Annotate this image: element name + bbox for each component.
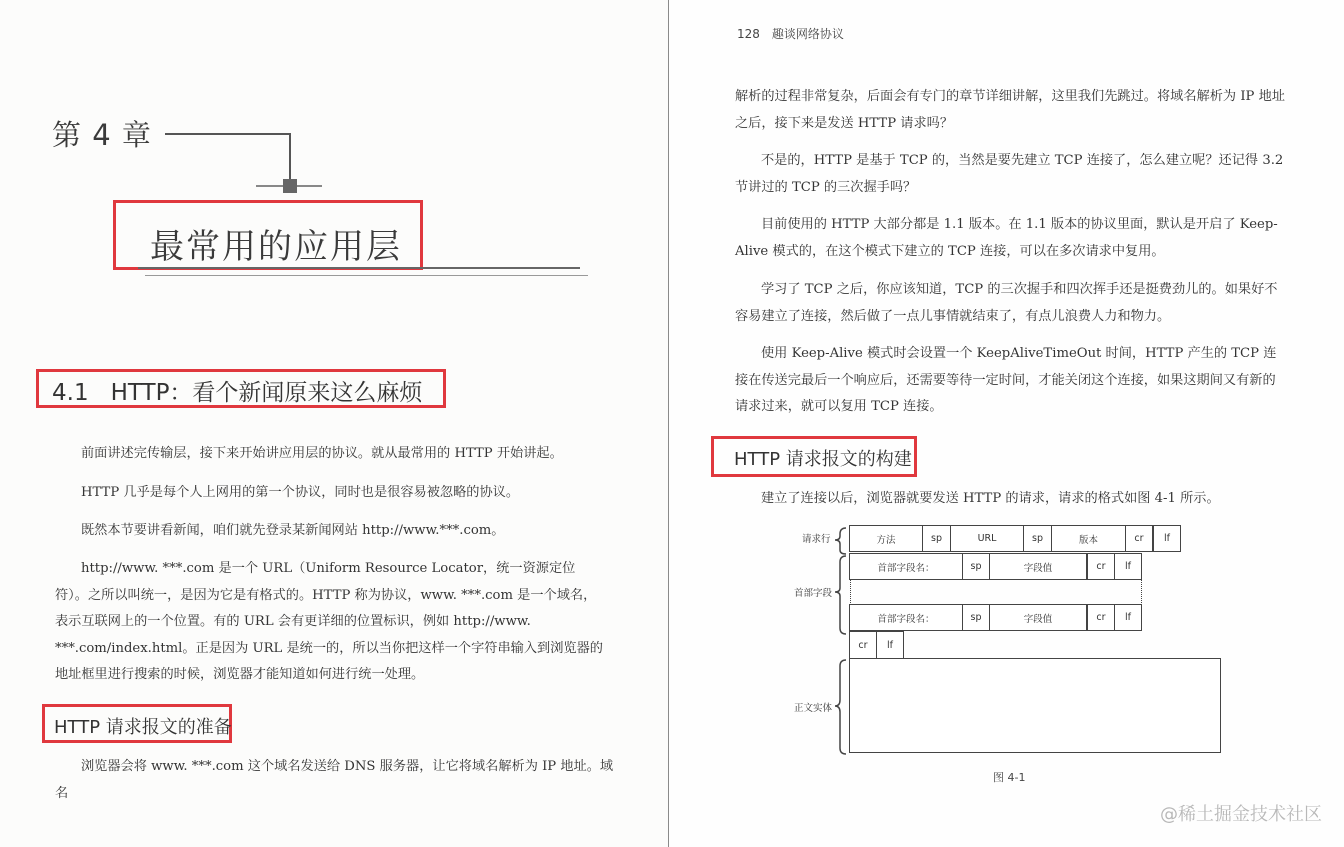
paragraph: 目前使用的 HTTP 大部分都是 1.1 版本。在 1.1 版本的协议里面，默认是开启了 Keep-Alive 模式的，在这个模式下建立的 TCP 连接，可以在多次请求中复用。 xyxy=(735,217,1278,259)
paragraph: 建立了连接以后，浏览器就要发送 HTTP 的请求，请求的格式如图 4-1 所示。 xyxy=(761,491,1220,506)
cell-header-value: 字段值 xyxy=(989,553,1087,580)
paragraph: 不是的，HTTP 是基于 TCP 的，当然是要先建立 TCP 连接了，怎么建立呢？还记得 3.2 节讲过的 TCP 的三次握手吗？ xyxy=(735,153,1284,195)
dotted-separator xyxy=(850,580,851,603)
cell-header-name: 首部字段名： xyxy=(849,604,963,631)
chapter-connector-square xyxy=(283,179,297,193)
body-entity-box xyxy=(849,658,1221,753)
section-heading xyxy=(52,374,422,407)
subsection-title: HTTP 请求报文的构建 xyxy=(734,449,912,470)
paragraph: 使用 Keep-Alive 模式时会设置一个 KeepAliveTimeOut 时间，HTTP 产生的 TCP 连接在传送完最后一个响应后，还需要等待一定时间，才能关闭这个连接，如果这期间又有新的请求过来，就可以复用 TCP 连接。 xyxy=(735,346,1277,414)
cell-method: 方法 xyxy=(849,525,923,552)
page-number: 128 xyxy=(737,27,760,41)
cell-lf: lf xyxy=(1114,553,1142,580)
cell-cr: cr xyxy=(1087,553,1115,580)
chapter-connector-line xyxy=(289,133,291,185)
cell-cr: cr xyxy=(1087,604,1115,631)
subsection-title: HTTP 请求报文的准备 xyxy=(54,717,232,738)
chapter-number: 第 4 章 xyxy=(52,118,152,152)
paragraph: 解析的过程非常复杂，后面会有专门的章节详细讲解，这里我们先跳过。将域名解析为 IP 地址之后，接下来是发送 HTTP 请求吗？ xyxy=(735,89,1285,131)
label-request-line: 请求行 xyxy=(802,534,831,545)
cell-lf: lf xyxy=(876,631,904,659)
paragraph: 学习了 TCP 之后，你应该知道，TCP 的三次握手和四次挥手还是挺费劲儿的。如果好不容易建立了连接，然后做了一点儿事情就结束了，有点儿浪费人力和物力。 xyxy=(735,282,1278,324)
cell-sp: sp xyxy=(962,553,990,580)
running-header xyxy=(737,25,844,42)
figure-caption: 图 4-1 xyxy=(993,771,1026,784)
section-title: HTTP：看个新闻原来这么麻烦 xyxy=(110,380,423,406)
cell-sp: sp xyxy=(922,525,951,552)
cell-sp: sp xyxy=(962,604,990,631)
paragraph: 既然本节要讲看新闻，咱们就先登录某新闻网站 http://www.***.com。 xyxy=(81,523,505,538)
cell-url: URL xyxy=(950,525,1024,552)
cell-version: 版本 xyxy=(1051,525,1126,552)
book-title: 趣谈网络协议 xyxy=(771,27,844,41)
cell-header-value: 字段值 xyxy=(989,604,1087,631)
brace-icon xyxy=(832,524,850,784)
chapter-rule xyxy=(145,275,588,276)
dotted-separator xyxy=(1141,580,1142,603)
cell-cr: cr xyxy=(849,631,877,659)
paragraph: 前面讲述完传输层，接下来开始讲应用层的协议。就从最常用的 HTTP 开始讲起。 xyxy=(81,446,563,461)
chapter-rule xyxy=(138,267,580,269)
cell-lf: lf xyxy=(1153,525,1181,552)
chapter-title: 最常用的应用层 xyxy=(150,227,402,267)
cell-cr: cr xyxy=(1125,525,1153,552)
paragraph: http://www. ***.com 是一个 URL（Uniform Resource Locator，统一资源定位符）。之所以叫统一，是因为它是有格式的。HTTP 称为协议，www. ***.com 是一个域名，表示互联网上的一个位置。有的 URL 会有更详细的位置标识，例如 http://www. ***.com/index.html。正是因为 URL 是统一的，所以当你把这样一个字符串输入到浏览器的地址框里进行搜索的时候，浏览器才能知道如何进行统一处理。 xyxy=(55,561,603,682)
http-request-format-diagram xyxy=(780,520,1240,790)
paragraph: 浏览器会将 www. ***.com 这个域名发送给 DNS 服务器，让它将域名解析为 IP 地址。域名 xyxy=(55,759,614,801)
paragraph: HTTP 几乎是每个人上网用的第一个协议，同时也是很容易被忽略的协议。 xyxy=(81,485,520,500)
label-header-fields: 首部字段 xyxy=(794,588,833,599)
chapter-connector-line xyxy=(165,133,290,135)
cell-sp: sp xyxy=(1023,525,1052,552)
section-number: 4.1 xyxy=(52,380,89,406)
label-body: 正文实体 xyxy=(794,703,833,714)
watermark: @稀土掘金技术社区 xyxy=(1160,804,1322,825)
cell-header-name: 首部字段名： xyxy=(849,553,963,580)
cell-lf: lf xyxy=(1114,604,1142,631)
left-page xyxy=(0,0,668,847)
